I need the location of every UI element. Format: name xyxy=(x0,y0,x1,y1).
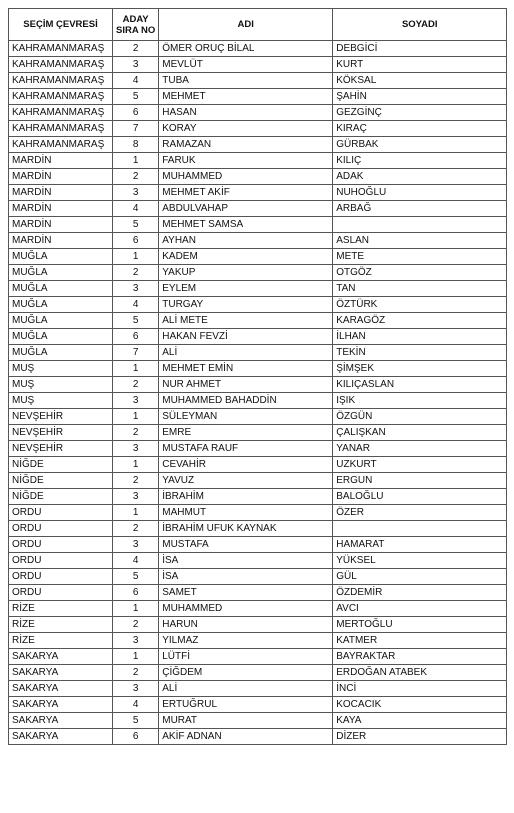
cell-district: MARDİN xyxy=(9,185,113,201)
cell-first-name: LÜTFİ xyxy=(159,649,333,665)
cell-order-no: 7 xyxy=(113,121,159,137)
cell-district: MUŞ xyxy=(9,377,113,393)
table-row xyxy=(9,169,507,185)
cell-order-no: 2 xyxy=(113,473,159,489)
cell-first-name: KORAY xyxy=(159,121,333,137)
cell-last-name: DEBGİCİ xyxy=(333,41,507,57)
cell-first-name: CEVAHİR xyxy=(159,457,333,473)
cell-first-name: ALİ xyxy=(159,345,333,361)
table-row xyxy=(9,409,507,425)
cell-last-name: ERGUN xyxy=(333,473,507,489)
cell-district: MUĞLA xyxy=(9,345,113,361)
table-row xyxy=(9,537,507,553)
table-body xyxy=(9,41,507,745)
cell-district: SAKARYA xyxy=(9,665,113,681)
table-row xyxy=(9,441,507,457)
cell-last-name xyxy=(333,217,507,233)
cell-last-name: OTGÖZ xyxy=(333,265,507,281)
cell-order-no: 1 xyxy=(113,601,159,617)
table-row xyxy=(9,265,507,281)
cell-order-no: 4 xyxy=(113,697,159,713)
cell-district: MUĞLA xyxy=(9,281,113,297)
table-row xyxy=(9,89,507,105)
cell-first-name: HASAN xyxy=(159,105,333,121)
cell-last-name: MERTOĞLU xyxy=(333,617,507,633)
cell-last-name: KARAGÖZ xyxy=(333,313,507,329)
cell-order-no: 3 xyxy=(113,281,159,297)
cell-order-no: 5 xyxy=(113,217,159,233)
cell-order-no: 5 xyxy=(113,713,159,729)
cell-district: KAHRAMANMARAŞ xyxy=(9,121,113,137)
cell-order-no: 6 xyxy=(113,105,159,121)
cell-district: MARDİN xyxy=(9,201,113,217)
cell-order-no: 2 xyxy=(113,169,159,185)
cell-first-name: ÇİĞDEM xyxy=(159,665,333,681)
cell-district: NEVŞEHİR xyxy=(9,425,113,441)
cell-last-name: METE xyxy=(333,249,507,265)
cell-order-no: 6 xyxy=(113,329,159,345)
cell-district: ORDU xyxy=(9,521,113,537)
cell-district: ORDU xyxy=(9,553,113,569)
table-row xyxy=(9,489,507,505)
cell-first-name: ALİ xyxy=(159,681,333,697)
table-row xyxy=(9,425,507,441)
cell-order-no: 4 xyxy=(113,73,159,89)
cell-last-name: BAYRAKTAR xyxy=(333,649,507,665)
table-row xyxy=(9,505,507,521)
cell-first-name: KADEM xyxy=(159,249,333,265)
cell-order-no: 2 xyxy=(113,265,159,281)
cell-first-name: MUHAMMED xyxy=(159,169,333,185)
candidate-table xyxy=(8,8,507,745)
cell-last-name: IŞIK xyxy=(333,393,507,409)
cell-order-no: 3 xyxy=(113,681,159,697)
cell-last-name: ÖZGÜN xyxy=(333,409,507,425)
cell-first-name: MUHAMMED BAHADDİN xyxy=(159,393,333,409)
header-order-no xyxy=(113,9,159,41)
cell-order-no: 4 xyxy=(113,553,159,569)
cell-order-no: 2 xyxy=(113,665,159,681)
cell-district: NEVŞEHİR xyxy=(9,441,113,457)
table-row xyxy=(9,377,507,393)
cell-first-name: MUHAMMED xyxy=(159,601,333,617)
cell-last-name: TEKİN xyxy=(333,345,507,361)
cell-order-no: 3 xyxy=(113,57,159,73)
cell-first-name: MEHMET SAMSA xyxy=(159,217,333,233)
cell-order-no: 2 xyxy=(113,521,159,537)
cell-district: MARDİN xyxy=(9,153,113,169)
cell-last-name: ÖZER xyxy=(333,505,507,521)
table-row xyxy=(9,569,507,585)
cell-first-name: AYHAN xyxy=(159,233,333,249)
cell-last-name: İNCİ xyxy=(333,681,507,697)
cell-first-name: SÜLEYMAN xyxy=(159,409,333,425)
cell-district: MARDİN xyxy=(9,233,113,249)
cell-last-name: TAN xyxy=(333,281,507,297)
table-row xyxy=(9,345,507,361)
header-order-line2: SIRA NO xyxy=(116,24,156,36)
cell-order-no: 1 xyxy=(113,249,159,265)
cell-district: NİĞDE xyxy=(9,473,113,489)
cell-first-name: EYLEM xyxy=(159,281,333,297)
header-last-name: SOYADI xyxy=(333,9,507,41)
cell-district: RİZE xyxy=(9,633,113,649)
cell-last-name xyxy=(333,521,507,537)
table-row xyxy=(9,329,507,345)
cell-district: MUĞLA xyxy=(9,265,113,281)
cell-last-name: ŞAHİN xyxy=(333,89,507,105)
cell-district: NİĞDE xyxy=(9,489,113,505)
cell-district: KAHRAMANMARAŞ xyxy=(9,89,113,105)
cell-first-name: MEVLÜT xyxy=(159,57,333,73)
table-row xyxy=(9,601,507,617)
cell-last-name: NUHOĞLU xyxy=(333,185,507,201)
table-row xyxy=(9,105,507,121)
table-row xyxy=(9,121,507,137)
cell-last-name: KOCACIK xyxy=(333,697,507,713)
cell-order-no: 4 xyxy=(113,297,159,313)
cell-last-name: DİZER xyxy=(333,729,507,745)
cell-district: SAKARYA xyxy=(9,713,113,729)
cell-district: ORDU xyxy=(9,569,113,585)
cell-order-no: 1 xyxy=(113,505,159,521)
cell-district: KAHRAMANMARAŞ xyxy=(9,41,113,57)
cell-last-name: ADAK xyxy=(333,169,507,185)
cell-last-name: ASLAN xyxy=(333,233,507,249)
cell-first-name: ALİ METE xyxy=(159,313,333,329)
cell-district: SAKARYA xyxy=(9,697,113,713)
cell-last-name: ÖZTÜRK xyxy=(333,297,507,313)
table-row xyxy=(9,665,507,681)
cell-first-name: MEHMET xyxy=(159,89,333,105)
cell-first-name: FARUK xyxy=(159,153,333,169)
cell-order-no: 7 xyxy=(113,345,159,361)
table-row xyxy=(9,73,507,89)
table-row xyxy=(9,553,507,569)
header-district: SEÇİM ÇEVRESİ xyxy=(9,9,113,41)
cell-last-name: KATMER xyxy=(333,633,507,649)
cell-order-no: 3 xyxy=(113,393,159,409)
cell-last-name: KURT xyxy=(333,57,507,73)
cell-order-no: 4 xyxy=(113,201,159,217)
cell-first-name: MUSTAFA xyxy=(159,537,333,553)
cell-order-no: 5 xyxy=(113,569,159,585)
cell-first-name: SAMET xyxy=(159,585,333,601)
cell-last-name: ŞİMŞEK xyxy=(333,361,507,377)
cell-district: ORDU xyxy=(9,537,113,553)
table-row xyxy=(9,137,507,153)
cell-district: MUŞ xyxy=(9,393,113,409)
cell-district: NEVŞEHİR xyxy=(9,409,113,425)
cell-first-name: YAKUP xyxy=(159,265,333,281)
cell-last-name: UZKURT xyxy=(333,457,507,473)
cell-first-name: İSA xyxy=(159,553,333,569)
cell-district: NİĞDE xyxy=(9,457,113,473)
cell-last-name: GEZGİNÇ xyxy=(333,105,507,121)
cell-order-no: 1 xyxy=(113,457,159,473)
cell-district: MUĞLA xyxy=(9,249,113,265)
cell-district: SAKARYA xyxy=(9,681,113,697)
table-row xyxy=(9,57,507,73)
table-row xyxy=(9,41,507,57)
cell-order-no: 6 xyxy=(113,585,159,601)
table-row xyxy=(9,233,507,249)
cell-district: RİZE xyxy=(9,617,113,633)
cell-first-name: MUSTAFA RAUF xyxy=(159,441,333,457)
table-row xyxy=(9,153,507,169)
cell-last-name: GÜRBAK xyxy=(333,137,507,153)
cell-order-no: 1 xyxy=(113,361,159,377)
cell-first-name: TUBA xyxy=(159,73,333,89)
table-row xyxy=(9,185,507,201)
cell-last-name: ÇALIŞKAN xyxy=(333,425,507,441)
cell-last-name: BALOĞLU xyxy=(333,489,507,505)
cell-order-no: 3 xyxy=(113,185,159,201)
cell-district: MUĞLA xyxy=(9,329,113,345)
cell-first-name: TURGAY xyxy=(159,297,333,313)
header-first-name: ADI xyxy=(159,9,333,41)
header-order-line1: ADAY xyxy=(122,13,149,25)
table-row xyxy=(9,249,507,265)
cell-district: KAHRAMANMARAŞ xyxy=(9,105,113,121)
cell-district: MUĞLA xyxy=(9,297,113,313)
table-row xyxy=(9,393,507,409)
cell-order-no: 3 xyxy=(113,537,159,553)
cell-district: MUĞLA xyxy=(9,313,113,329)
cell-district: MARDİN xyxy=(9,169,113,185)
cell-order-no: 8 xyxy=(113,137,159,153)
cell-district: ORDU xyxy=(9,505,113,521)
cell-last-name: YANAR xyxy=(333,441,507,457)
cell-first-name: EMRE xyxy=(159,425,333,441)
cell-last-name: HAMARAT xyxy=(333,537,507,553)
cell-order-no: 3 xyxy=(113,441,159,457)
header-row xyxy=(9,9,507,41)
cell-last-name: ARBAĞ xyxy=(333,201,507,217)
table-row xyxy=(9,649,507,665)
cell-district: KAHRAMANMARAŞ xyxy=(9,57,113,73)
cell-district: RİZE xyxy=(9,601,113,617)
cell-order-no: 3 xyxy=(113,489,159,505)
cell-first-name: MURAT xyxy=(159,713,333,729)
cell-order-no: 5 xyxy=(113,89,159,105)
table-row xyxy=(9,473,507,489)
cell-last-name: AVCI xyxy=(333,601,507,617)
table-row xyxy=(9,217,507,233)
cell-last-name: ÖZDEMİR xyxy=(333,585,507,601)
table-row xyxy=(9,457,507,473)
cell-first-name: ÖMER ORUÇ BİLAL xyxy=(159,41,333,57)
cell-order-no: 1 xyxy=(113,153,159,169)
cell-first-name: AKİF ADNAN xyxy=(159,729,333,745)
cell-first-name: HARUN xyxy=(159,617,333,633)
cell-order-no: 6 xyxy=(113,729,159,745)
cell-order-no: 1 xyxy=(113,409,159,425)
cell-last-name: KIRAÇ xyxy=(333,121,507,137)
table-row xyxy=(9,521,507,537)
cell-last-name: GÜL xyxy=(333,569,507,585)
table-row xyxy=(9,297,507,313)
cell-order-no: 1 xyxy=(113,649,159,665)
cell-first-name: NUR AHMET xyxy=(159,377,333,393)
cell-order-no: 5 xyxy=(113,313,159,329)
cell-district: KAHRAMANMARAŞ xyxy=(9,137,113,153)
cell-last-name: KILIÇASLAN xyxy=(333,377,507,393)
cell-last-name: KILIÇ xyxy=(333,153,507,169)
table-row xyxy=(9,633,507,649)
cell-order-no: 2 xyxy=(113,425,159,441)
cell-last-name: KAYA xyxy=(333,713,507,729)
cell-first-name: YILMAZ xyxy=(159,633,333,649)
cell-last-name: YÜKSEL xyxy=(333,553,507,569)
cell-order-no: 2 xyxy=(113,41,159,57)
cell-district: ORDU xyxy=(9,585,113,601)
table-row xyxy=(9,713,507,729)
cell-last-name: ERDOĞAN ATABEK xyxy=(333,665,507,681)
cell-order-no: 2 xyxy=(113,617,159,633)
cell-first-name: MAHMUT xyxy=(159,505,333,521)
cell-district: KAHRAMANMARAŞ xyxy=(9,73,113,89)
cell-district: MARDİN xyxy=(9,217,113,233)
cell-first-name: İBRAHİM UFUK KAYNAK xyxy=(159,521,333,537)
cell-order-no: 2 xyxy=(113,377,159,393)
cell-first-name: YAVUZ xyxy=(159,473,333,489)
table-row xyxy=(9,681,507,697)
table-row xyxy=(9,201,507,217)
cell-district: MUŞ xyxy=(9,361,113,377)
cell-order-no: 3 xyxy=(113,633,159,649)
cell-first-name: İSA xyxy=(159,569,333,585)
table-row xyxy=(9,729,507,745)
table-row xyxy=(9,313,507,329)
cell-first-name: ABDULVAHAP xyxy=(159,201,333,217)
table-row xyxy=(9,361,507,377)
cell-first-name: HAKAN FEVZİ xyxy=(159,329,333,345)
cell-district: SAKARYA xyxy=(9,729,113,745)
cell-first-name: İBRAHİM xyxy=(159,489,333,505)
table-row xyxy=(9,281,507,297)
cell-first-name: ERTUĞRUL xyxy=(159,697,333,713)
cell-first-name: MEHMET EMİN xyxy=(159,361,333,377)
cell-district: SAKARYA xyxy=(9,649,113,665)
cell-first-name: MEHMET AKİF xyxy=(159,185,333,201)
cell-last-name: KÖKSAL xyxy=(333,73,507,89)
table-row xyxy=(9,585,507,601)
cell-order-no: 6 xyxy=(113,233,159,249)
table-row xyxy=(9,697,507,713)
table-row xyxy=(9,617,507,633)
cell-first-name: RAMAZAN xyxy=(159,137,333,153)
cell-last-name: İLHAN xyxy=(333,329,507,345)
